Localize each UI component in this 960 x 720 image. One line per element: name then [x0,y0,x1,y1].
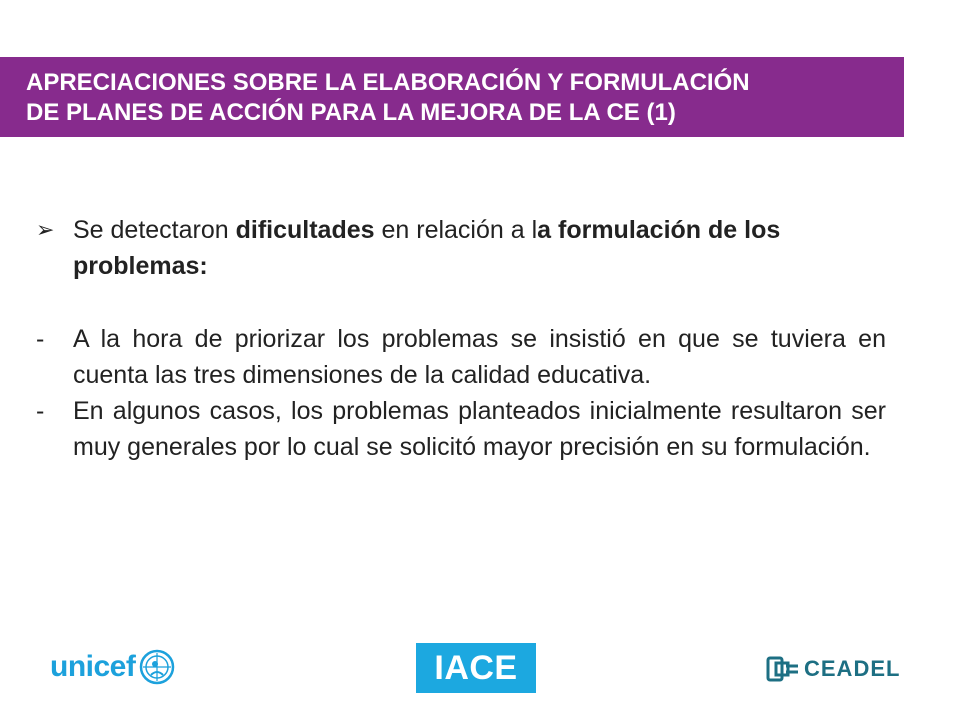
title-band [0,57,904,137]
ceadel-logo [766,652,916,686]
dash-item [36,321,886,393]
slide-title-line-1: APRECIACIONES SOBRE LA ELABORACIÓN Y FORMULACIÓN [26,69,750,96]
iace-logo [416,643,536,693]
spacer [36,284,886,321]
dash-item-text: A la hora de priorizar los problemas se insistió en que se tuviera en cuenta las tres dimensiones de la calidad educativa. [73,325,886,389]
main-bullet-text [73,212,886,284]
unicef-wordmark: unicef [50,650,136,683]
slide-title-line-2: DE PLANES DE ACCIÓN PARA LA MEJORA DE LA CE (1) [26,99,676,126]
main-bullet [36,212,886,284]
arrow-bullet-icon: ➢ [36,217,55,242]
dash-marker: - [36,397,45,425]
bullet-bold-1: dificultades [235,216,375,244]
ceadel-emblem-icon [766,655,800,683]
dash-item [36,393,886,465]
ceadel-wordmark: CEADEL [804,656,901,681]
bullet-text-part-1: Se detectaron [73,216,236,244]
unicef-emblem-icon [139,649,175,685]
slide-content [36,212,886,465]
iace-wordmark: IACE [434,649,518,687]
bullet-bold-2: a formulación de los problemas: [73,216,781,280]
dash-marker: - [36,325,45,353]
bullet-text-part-2: en relación a l [374,216,538,244]
dash-item-text: En algunos casos, los problemas planteados inicialmente resultaron ser muy generales por lo cual se solicitó mayor precisión en su formulación. [73,397,886,461]
unicef-logo [50,644,192,690]
